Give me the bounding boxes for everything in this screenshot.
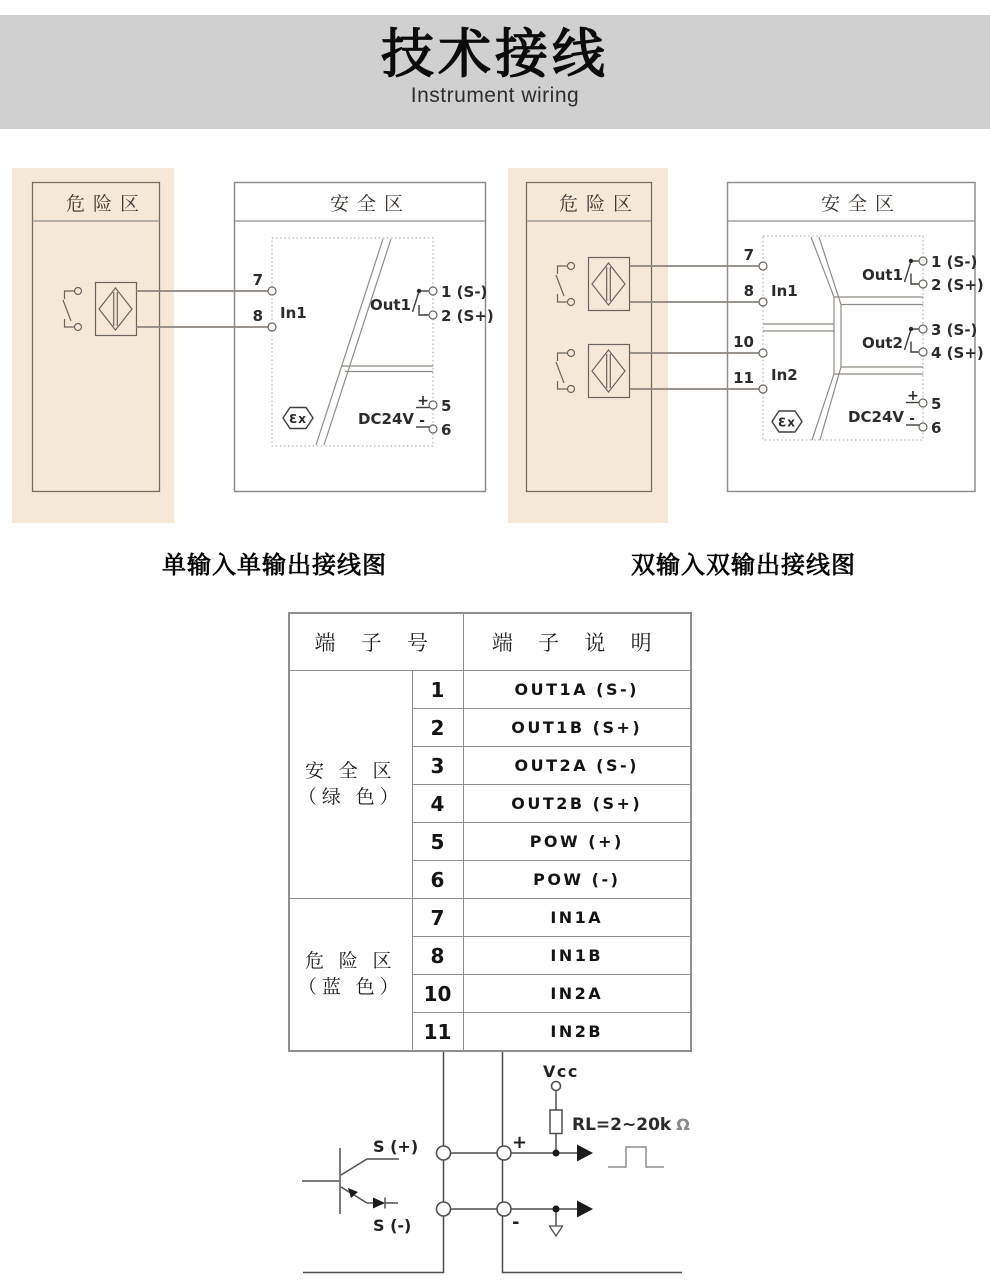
table-row bbox=[289, 899, 691, 937]
terminal-5-label: 5 bbox=[931, 395, 942, 413]
terminal-desc-cell: IN2B bbox=[463, 1013, 691, 1052]
zone-cell-hazard bbox=[289, 899, 412, 1052]
zone-cell-safe bbox=[289, 671, 412, 899]
page-subtitle: Instrument wiring bbox=[410, 84, 580, 107]
table-row bbox=[289, 671, 691, 709]
junction-dot bbox=[553, 1206, 560, 1213]
terminal-desc-cell: POW (+) bbox=[463, 823, 691, 861]
terminal-circle bbox=[437, 1202, 451, 1216]
terminal-circle-11 bbox=[759, 385, 767, 393]
terminal-no-cell: 3 bbox=[412, 747, 463, 785]
col-terminal-desc: 端 子 说 明 bbox=[463, 613, 691, 671]
terminal-circle-2 bbox=[919, 280, 927, 288]
ex-mark-label: Ɛx bbox=[288, 412, 308, 426]
zone-label: 安 全 区 bbox=[304, 760, 397, 782]
ohm-symbol: Ω bbox=[676, 1115, 690, 1134]
ex-certification-icon bbox=[772, 411, 802, 432]
terminal-no-cell: 7 bbox=[412, 899, 463, 937]
terminal-circle-8 bbox=[268, 323, 276, 331]
hazard-zone-label: 危险区 bbox=[559, 194, 641, 215]
safe-zone-label: 安全区 bbox=[330, 194, 412, 215]
terminal-desc-cell: OUT1A (S-) bbox=[463, 671, 691, 709]
terminal-desc-cell: OUT2A (S-) bbox=[463, 747, 691, 785]
terminal-7-label: 7 bbox=[743, 246, 754, 264]
terminal-circle-3 bbox=[919, 325, 927, 333]
plus-mark: + bbox=[512, 1132, 528, 1153]
terminal-circle bbox=[497, 1202, 511, 1216]
power-label: DC24V bbox=[848, 408, 904, 426]
diode-icon bbox=[367, 1198, 398, 1209]
zone-label: 危 险 区 bbox=[304, 950, 397, 972]
terminal-circle-5 bbox=[919, 399, 927, 407]
terminal-desc-cell: IN1B bbox=[463, 937, 691, 975]
terminal-5-label: 5 bbox=[441, 397, 452, 415]
terminal-no-cell: 5 bbox=[412, 823, 463, 861]
terminal-no-cell: 10 bbox=[412, 975, 463, 1013]
terminal-4-label: 4 (S+) bbox=[931, 344, 984, 362]
power-neg-mark: - bbox=[419, 413, 425, 429]
signal-arrow-icon bbox=[577, 1145, 593, 1162]
power-pos-mark: + bbox=[417, 393, 429, 409]
hazard-zone-label: 危险区 bbox=[66, 194, 148, 215]
terminal-circle-4 bbox=[919, 348, 927, 356]
terminal-10-label: 10 bbox=[733, 333, 754, 351]
safe-zone-box bbox=[235, 183, 486, 492]
terminal-circle-8 bbox=[759, 298, 767, 306]
sensor-side-box bbox=[303, 1051, 444, 1273]
terminal-8-label: 8 bbox=[252, 307, 263, 325]
signal-plus-label: S (+) bbox=[373, 1137, 419, 1156]
output-label: Out1 bbox=[369, 296, 411, 314]
pulse-waveform-icon bbox=[608, 1147, 664, 1167]
terminal-desc-cell: IN2A bbox=[463, 975, 691, 1013]
single-diagram-caption: 单输入单输出接线图 bbox=[162, 552, 387, 579]
minus-mark: - bbox=[512, 1212, 520, 1233]
terminal-8-label: 8 bbox=[743, 282, 754, 300]
zone-color-note: （绿 色） bbox=[297, 786, 404, 808]
table-header-row bbox=[289, 613, 691, 671]
safe-zone-label: 安全区 bbox=[821, 194, 903, 215]
terminal-11-label: 11 bbox=[733, 369, 754, 387]
terminal-circle bbox=[437, 1146, 451, 1160]
terminal-2-label: 2 (S+) bbox=[931, 276, 984, 294]
terminal-no-cell: 2 bbox=[412, 709, 463, 747]
terminal-7-label: 7 bbox=[252, 271, 263, 289]
output1-label: Out1 bbox=[861, 266, 903, 284]
signal-arrow-icon bbox=[577, 1201, 593, 1218]
ex-mark-label: Ɛx bbox=[777, 415, 797, 430]
power-neg-mark: - bbox=[909, 411, 915, 427]
power-pos-mark: + bbox=[907, 388, 919, 404]
junction-dot bbox=[553, 1150, 560, 1157]
output-circuit-diagram bbox=[302, 1051, 690, 1273]
ex-certification-icon bbox=[283, 408, 313, 429]
terminal-no-cell: 4 bbox=[412, 785, 463, 823]
terminal-circle-5 bbox=[429, 401, 437, 409]
input1-label: In1 bbox=[771, 282, 798, 300]
col-terminal-no: 端 子 号 bbox=[289, 613, 463, 671]
dual-diagram-caption: 双输入双输出接线图 bbox=[631, 552, 856, 579]
terminal-6-label: 6 bbox=[441, 421, 452, 439]
input-label: In1 bbox=[280, 304, 307, 322]
terminal-circle-6 bbox=[429, 425, 437, 433]
terminal-desc-cell: IN1A bbox=[463, 899, 691, 937]
output2-label: Out2 bbox=[861, 334, 903, 352]
input2-label: In2 bbox=[771, 366, 798, 384]
zone-color-note: （蓝 色） bbox=[297, 976, 404, 998]
load-side-box bbox=[503, 1051, 683, 1273]
signal-minus-label: S (-) bbox=[373, 1216, 412, 1235]
terminal-no-cell: 11 bbox=[412, 1013, 463, 1052]
terminal-circle-7 bbox=[759, 262, 767, 270]
terminal-2-label: 2 (S+) bbox=[441, 307, 494, 325]
terminal-no-cell: 8 bbox=[412, 937, 463, 975]
terminal-desc-cell: OUT1B (S+) bbox=[463, 709, 691, 747]
terminal-1-label: 1 (S-) bbox=[931, 253, 978, 271]
terminal-circle bbox=[497, 1146, 511, 1160]
resistor-icon bbox=[550, 1110, 562, 1134]
load-resistor-label: RL=2~20k Ω bbox=[572, 1115, 690, 1135]
terminal-3-label: 3 (S-) bbox=[931, 321, 978, 339]
dual-io-diagram bbox=[508, 168, 984, 523]
terminal-6-label: 6 bbox=[931, 419, 942, 437]
terminal-circle-7 bbox=[268, 287, 276, 295]
vcc-terminal bbox=[552, 1082, 561, 1091]
ground-icon bbox=[550, 1213, 563, 1237]
terminal-no-cell: 6 bbox=[412, 861, 463, 899]
page-title: 技术接线 bbox=[381, 25, 609, 84]
single-io-diagram bbox=[12, 168, 494, 523]
terminal-circle-10 bbox=[759, 349, 767, 357]
terminal-circle-6 bbox=[919, 423, 927, 431]
terminal-desc-cell: OUT2B (S+) bbox=[463, 785, 691, 823]
terminal-1-label: 1 (S-) bbox=[441, 283, 488, 301]
terminal-circle-2 bbox=[429, 311, 437, 319]
terminal-no-cell: 1 bbox=[412, 671, 463, 709]
terminal-desc-cell: POW (-) bbox=[463, 861, 691, 899]
terminal-circle-1 bbox=[429, 287, 437, 295]
terminal-table bbox=[288, 612, 692, 1052]
vcc-label: Vcc bbox=[543, 1062, 579, 1081]
terminal-circle-1 bbox=[919, 257, 927, 265]
power-label: DC24V bbox=[358, 410, 414, 428]
